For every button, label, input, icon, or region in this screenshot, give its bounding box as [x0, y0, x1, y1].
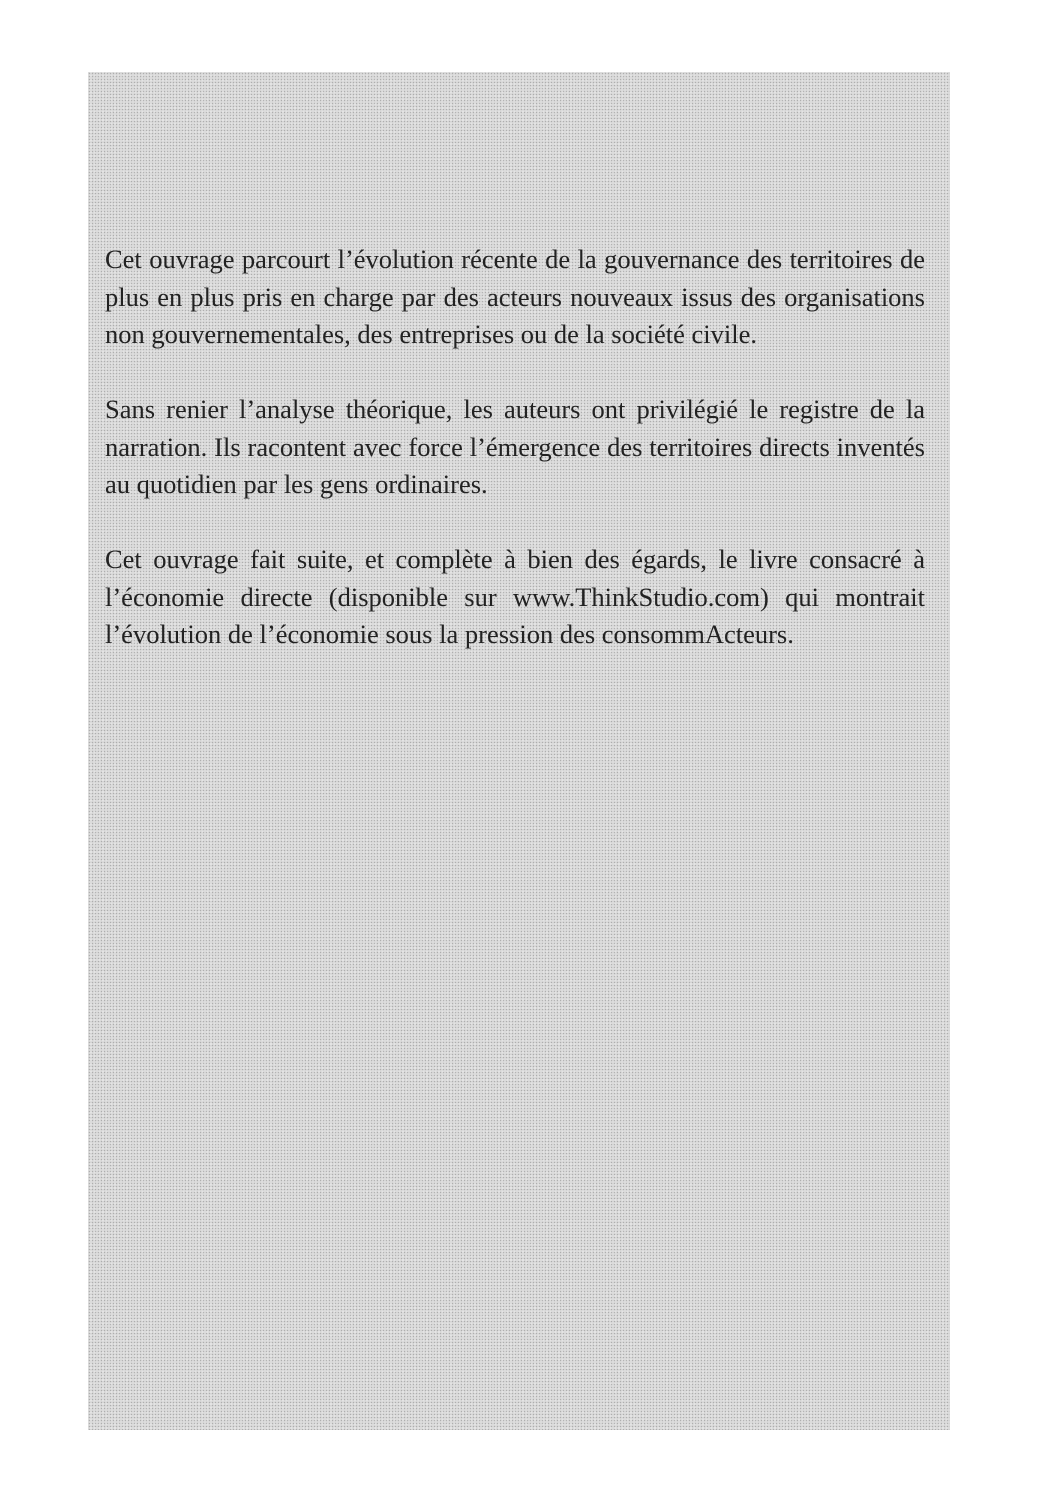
paragraph-3: Cet ouvrage fait suite, et complète à bien des égards, le livre consacré à l’économie directe (disponible sur www.ThinkStudio.com) qui montrait l’évolution de l’économie sous la pression des consommActeurs.	[105, 544, 925, 649]
back-cover-text	[105, 241, 925, 654]
paragraph-1: Cet ouvrage parcourt l’évolution récente de la gouvernance des territoires de plus en plus pris en charge par des acteurs nouveaux issus des organisations non gouvernementales, des entreprises ou de la société civile.	[105, 244, 925, 349]
paragraph-2: Sans renier l’analyse théorique, les auteurs ont privilégié le registre de la narration. Ils racontent avec force l’émergence des territoires directs inventés au quotidien par les gens ordinaires.	[105, 394, 925, 499]
